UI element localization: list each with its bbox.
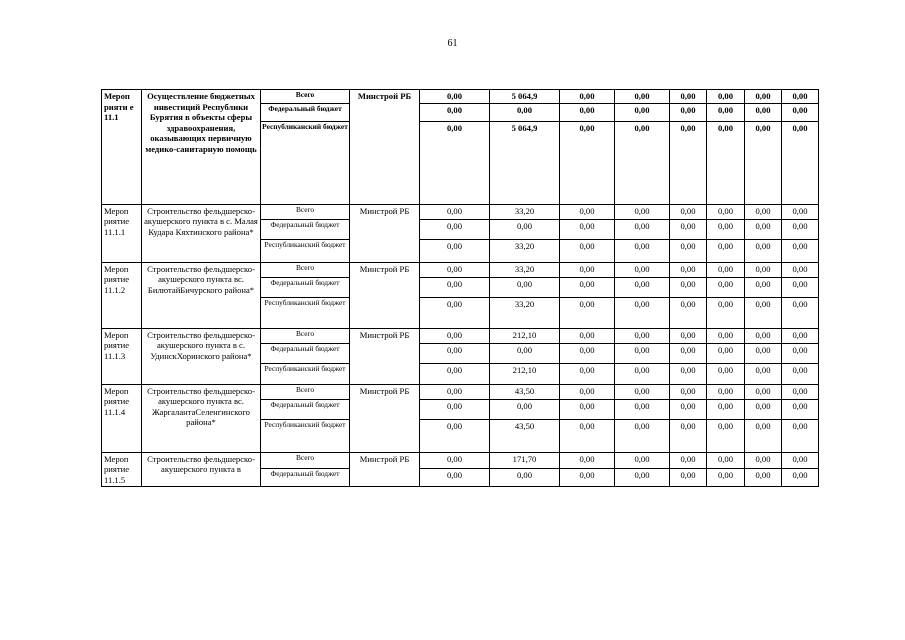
value-cell: 0,00 bbox=[782, 262, 819, 277]
value-cell: 0,00 bbox=[615, 419, 670, 452]
value-cell: 0,00 bbox=[670, 328, 707, 343]
measure-code: Мероп рияти е 11.1 bbox=[102, 90, 142, 205]
value-cell: 0,00 bbox=[670, 204, 707, 219]
value-cell: 212,10 bbox=[490, 328, 560, 343]
value-cell: 0,00 bbox=[615, 90, 670, 104]
value-cell: 212,10 bbox=[490, 363, 560, 384]
table-row bbox=[102, 90, 819, 104]
measure-code: Мероп риятие 11.1.5 bbox=[102, 452, 142, 487]
value-cell: 5 064,9 bbox=[490, 121, 560, 204]
value-cell: 0,00 bbox=[745, 219, 782, 239]
value-cell: 0,00 bbox=[670, 297, 707, 328]
value-cell: 0,00 bbox=[670, 452, 707, 468]
value-cell: 0,00 bbox=[707, 384, 745, 399]
measure-name: Строительство фельдшерско-акушерского пункта в с. Малая Кудара Кяхтинского района* bbox=[142, 204, 261, 262]
value-cell: 0,00 bbox=[670, 121, 707, 204]
value-cell: 0,00 bbox=[745, 297, 782, 328]
value-cell: 0,00 bbox=[615, 219, 670, 239]
value-cell: 0,00 bbox=[615, 277, 670, 297]
value-cell: 0,00 bbox=[670, 90, 707, 104]
funding-source: Федеральный бюджет bbox=[261, 277, 350, 297]
value-cell: 0,00 bbox=[782, 103, 819, 121]
funding-source: Всего bbox=[261, 452, 350, 468]
value-cell: 0,00 bbox=[560, 343, 615, 363]
value-cell: 0,00 bbox=[560, 103, 615, 121]
value-cell: 0,00 bbox=[782, 204, 819, 219]
value-cell: 0,00 bbox=[782, 297, 819, 328]
value-cell: 0,00 bbox=[420, 277, 490, 297]
value-cell: 0,00 bbox=[745, 343, 782, 363]
value-cell: 0,00 bbox=[560, 399, 615, 419]
value-cell: 0,00 bbox=[615, 121, 670, 204]
value-cell: 0,00 bbox=[707, 219, 745, 239]
value-cell: 0,00 bbox=[745, 103, 782, 121]
value-cell: 0,00 bbox=[670, 343, 707, 363]
measure-code: Мероп риятие 11.1.2 bbox=[102, 262, 142, 328]
value-cell: 0,00 bbox=[745, 384, 782, 399]
value-cell: 0,00 bbox=[615, 399, 670, 419]
measure-name: Строительство фельдшерско-акушерского пункта в bbox=[142, 452, 261, 487]
value-cell: 0,00 bbox=[490, 399, 560, 419]
value-cell: 33,20 bbox=[490, 262, 560, 277]
value-cell: 0,00 bbox=[670, 399, 707, 419]
value-cell: 0,00 bbox=[707, 103, 745, 121]
value-cell: 0,00 bbox=[615, 204, 670, 219]
value-cell: 0,00 bbox=[615, 452, 670, 468]
value-cell: 0,00 bbox=[670, 219, 707, 239]
measure-name: Осуществление бюджетных инвестиций Республики Бурятия в объекты сферы здравоохранения, оказывающих первичную медико-санитарную помощь bbox=[142, 90, 261, 205]
table-row bbox=[102, 384, 819, 399]
value-cell: 0,00 bbox=[560, 384, 615, 399]
value-cell: 0,00 bbox=[420, 468, 490, 486]
funding-source: Всего bbox=[261, 262, 350, 277]
value-cell: 0,00 bbox=[707, 328, 745, 343]
value-cell: 0,00 bbox=[560, 363, 615, 384]
value-cell: 0,00 bbox=[420, 452, 490, 468]
value-cell: 0,00 bbox=[560, 90, 615, 104]
value-cell: 0,00 bbox=[745, 468, 782, 486]
value-cell: 0,00 bbox=[615, 468, 670, 486]
value-cell: 0,00 bbox=[745, 328, 782, 343]
funding-source: Федеральный бюджет bbox=[261, 219, 350, 239]
value-cell: 0,00 bbox=[707, 363, 745, 384]
value-cell: 0,00 bbox=[615, 363, 670, 384]
value-cell: 0,00 bbox=[707, 419, 745, 452]
value-cell: 0,00 bbox=[420, 204, 490, 219]
funding-source: Республиканский бюджет bbox=[261, 239, 350, 262]
funding-source: Федеральный бюджет bbox=[261, 103, 350, 121]
value-cell: 0,00 bbox=[615, 343, 670, 363]
value-cell: 0,00 bbox=[707, 204, 745, 219]
value-cell: 0,00 bbox=[615, 384, 670, 399]
value-cell: 0,00 bbox=[420, 239, 490, 262]
value-cell: 0,00 bbox=[615, 262, 670, 277]
value-cell: 0,00 bbox=[745, 90, 782, 104]
responsible-executor: Минстрой РБ bbox=[350, 204, 420, 262]
value-cell: 0,00 bbox=[782, 277, 819, 297]
funding-source: Федеральный бюджет bbox=[261, 468, 350, 486]
value-cell: 0,00 bbox=[420, 363, 490, 384]
value-cell: 0,00 bbox=[745, 363, 782, 384]
value-cell: 0,00 bbox=[745, 262, 782, 277]
value-cell: 0,00 bbox=[745, 277, 782, 297]
responsible-executor: Минстрой РБ bbox=[350, 90, 420, 205]
value-cell: 0,00 bbox=[420, 328, 490, 343]
value-cell: 0,00 bbox=[707, 343, 745, 363]
measure-name: Строительство фельдшерско-акушерского пункта в с. УдинскХоринского района* bbox=[142, 328, 261, 384]
funding-source: Федеральный бюджет bbox=[261, 399, 350, 419]
value-cell: 0,00 bbox=[420, 90, 490, 104]
value-cell: 0,00 bbox=[420, 399, 490, 419]
value-cell: 0,00 bbox=[782, 363, 819, 384]
value-cell: 0,00 bbox=[615, 103, 670, 121]
value-cell: 0,00 bbox=[670, 363, 707, 384]
measure-code: Мероп риятие 11.1.3 bbox=[102, 328, 142, 384]
measure-name: Строительство фельдшерско-акушерского пункта вс. БилютайБичурского района* bbox=[142, 262, 261, 328]
value-cell: 0,00 bbox=[560, 204, 615, 219]
funding-source: Всего bbox=[261, 328, 350, 343]
value-cell: 0,00 bbox=[560, 262, 615, 277]
value-cell: 0,00 bbox=[782, 452, 819, 468]
value-cell: 0,00 bbox=[670, 419, 707, 452]
funding-source: Всего bbox=[261, 90, 350, 104]
value-cell: 0,00 bbox=[782, 384, 819, 399]
table-row bbox=[102, 328, 819, 343]
value-cell: 0,00 bbox=[745, 452, 782, 468]
funding-source: Республиканский бюджет bbox=[261, 419, 350, 452]
value-cell: 33,20 bbox=[490, 239, 560, 262]
responsible-executor: Минстрой РБ bbox=[350, 262, 420, 328]
budget-table bbox=[101, 89, 819, 487]
value-cell: 0,00 bbox=[707, 239, 745, 262]
value-cell: 0,00 bbox=[560, 452, 615, 468]
value-cell: 0,00 bbox=[420, 103, 490, 121]
value-cell: 0,00 bbox=[782, 343, 819, 363]
value-cell: 0,00 bbox=[560, 419, 615, 452]
table-body bbox=[102, 90, 819, 487]
value-cell: 33,20 bbox=[490, 204, 560, 219]
funding-source: Республиканский бюджет bbox=[261, 121, 350, 204]
value-cell: 0,00 bbox=[615, 328, 670, 343]
value-cell: 0,00 bbox=[707, 297, 745, 328]
measure-name: Строительство фельдшерско-акушерского пункта вс. ЖаргалантаСеленгинского района* bbox=[142, 384, 261, 452]
value-cell: 0,00 bbox=[420, 219, 490, 239]
value-cell: 0,00 bbox=[707, 90, 745, 104]
value-cell: 0,00 bbox=[490, 103, 560, 121]
value-cell: 171,70 bbox=[490, 452, 560, 468]
value-cell: 0,00 bbox=[782, 239, 819, 262]
value-cell: 0,00 bbox=[782, 121, 819, 204]
funding-source: Федеральный бюджет bbox=[261, 343, 350, 363]
value-cell: 0,00 bbox=[745, 399, 782, 419]
value-cell: 0,00 bbox=[670, 468, 707, 486]
responsible-executor: Минстрой РБ bbox=[350, 328, 420, 384]
table-row bbox=[102, 452, 819, 468]
page-number: 61 bbox=[447, 38, 458, 49]
table-row bbox=[102, 204, 819, 219]
value-cell: 0,00 bbox=[420, 121, 490, 204]
value-cell: 0,00 bbox=[420, 419, 490, 452]
table-row bbox=[102, 262, 819, 277]
value-cell: 0,00 bbox=[745, 204, 782, 219]
funding-source: Всего bbox=[261, 384, 350, 399]
value-cell: 33,20 bbox=[490, 297, 560, 328]
value-cell: 0,00 bbox=[745, 239, 782, 262]
value-cell: 0,00 bbox=[670, 239, 707, 262]
value-cell: 0,00 bbox=[420, 297, 490, 328]
funding-source: Республиканский бюджет bbox=[261, 363, 350, 384]
value-cell: 0,00 bbox=[745, 121, 782, 204]
value-cell: 0,00 bbox=[420, 343, 490, 363]
value-cell: 0,00 bbox=[670, 262, 707, 277]
value-cell: 0,00 bbox=[560, 297, 615, 328]
responsible-executor: Минстрой РБ bbox=[350, 384, 420, 452]
responsible-executor: Минстрой РБ bbox=[350, 452, 420, 487]
value-cell: 5 064,9 bbox=[490, 90, 560, 104]
value-cell: 43,50 bbox=[490, 419, 560, 452]
value-cell: 0,00 bbox=[782, 419, 819, 452]
value-cell: 0,00 bbox=[707, 452, 745, 468]
value-cell: 0,00 bbox=[490, 468, 560, 486]
value-cell: 0,00 bbox=[670, 277, 707, 297]
measure-code: Мероп риятие 11.1.4 bbox=[102, 384, 142, 452]
value-cell: 0,00 bbox=[782, 468, 819, 486]
value-cell: 0,00 bbox=[670, 103, 707, 121]
value-cell: 0,00 bbox=[707, 262, 745, 277]
value-cell: 0,00 bbox=[560, 219, 615, 239]
value-cell: 0,00 bbox=[782, 328, 819, 343]
value-cell: 0,00 bbox=[707, 277, 745, 297]
measure-code: Мероп риятие 11.1.1 bbox=[102, 204, 142, 262]
value-cell: 0,00 bbox=[560, 468, 615, 486]
value-cell: 0,00 bbox=[490, 277, 560, 297]
value-cell: 0,00 bbox=[420, 262, 490, 277]
value-cell: 0,00 bbox=[782, 90, 819, 104]
value-cell: 0,00 bbox=[490, 219, 560, 239]
value-cell: 0,00 bbox=[560, 121, 615, 204]
value-cell: 0,00 bbox=[420, 384, 490, 399]
value-cell: 0,00 bbox=[782, 219, 819, 239]
value-cell: 0,00 bbox=[615, 297, 670, 328]
value-cell: 0,00 bbox=[670, 384, 707, 399]
funding-source: Республиканский бюджет bbox=[261, 297, 350, 328]
value-cell: 0,00 bbox=[560, 277, 615, 297]
value-cell: 0,00 bbox=[560, 328, 615, 343]
funding-source: Всего bbox=[261, 204, 350, 219]
value-cell: 0,00 bbox=[615, 239, 670, 262]
value-cell: 43,50 bbox=[490, 384, 560, 399]
value-cell: 0,00 bbox=[707, 468, 745, 486]
value-cell: 0,00 bbox=[745, 419, 782, 452]
value-cell: 0,00 bbox=[707, 121, 745, 204]
value-cell: 0,00 bbox=[707, 399, 745, 419]
value-cell: 0,00 bbox=[782, 399, 819, 419]
value-cell: 0,00 bbox=[560, 239, 615, 262]
value-cell: 0,00 bbox=[490, 343, 560, 363]
